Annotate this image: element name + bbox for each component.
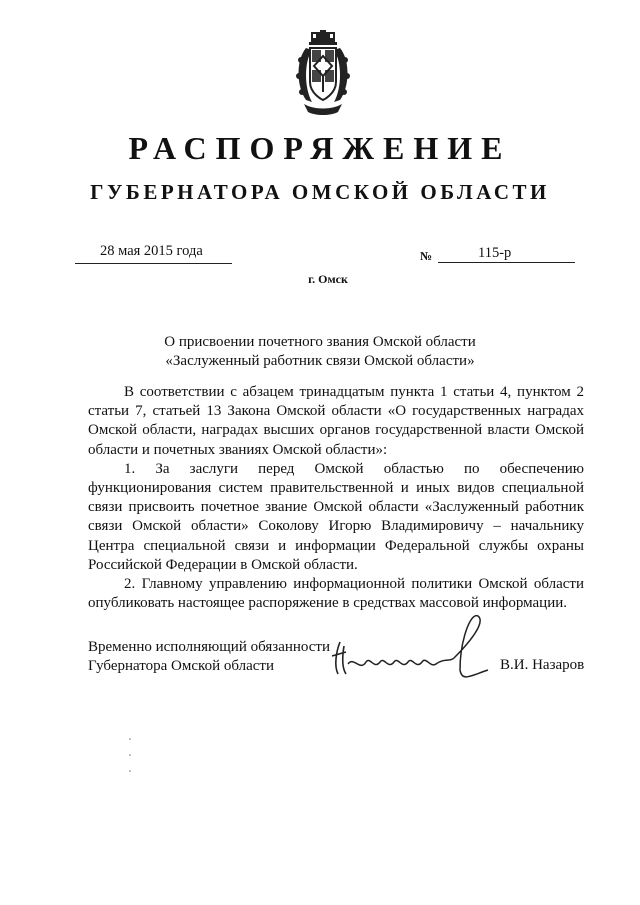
signatory-position (88, 638, 330, 676)
handwritten-signature (320, 612, 500, 692)
document-body (88, 383, 584, 613)
document-subject (0, 333, 640, 371)
document-subtitle: ГУБЕРНАТОРА ОМСКОЙ ОБЛАСТИ (90, 180, 550, 204)
subject-line-2: «Заслуженный работник связи Омской области» (165, 353, 475, 369)
body-paragraph-2: 2. Главному управлению информационной политики Омской области опубликовать настоящее распоряжение в средствах массовой информации. (88, 576, 584, 612)
signatory-name: В.И. Назаров (500, 657, 585, 673)
body-paragraph-1: 1. За заслуги перед Омской областью по обеспечению функционирования систем правительственной и иных видов специальной связи присвоить почетное звание Омской области «Заслуженный работник связи Омской области» Соколову Игорю Владимировичу – начальнику Центра специальной связи и информации Федеральной службы охраны Российской Федерации в Омской области. (88, 460, 584, 573)
signatory-position-line-2: Губернатора Омской области (88, 658, 274, 674)
document-number: 115-р (478, 245, 512, 261)
document-title: РАСПОРЯЖЕНИЕ (128, 130, 512, 166)
scan-artifact-dots (128, 735, 132, 775)
subject-line-1: О присвоении почетного звания Омской области (164, 334, 476, 350)
signatory-position-line-1: Временно исполняющий обязанности (88, 639, 331, 655)
number-underline (438, 262, 575, 263)
number-label: № (420, 249, 433, 263)
document-city: г. Омск (308, 272, 348, 286)
coat-of-arms-icon (292, 30, 354, 116)
document-date: 28 мая 2015 года (100, 243, 203, 259)
body-paragraph-preamble: В соответствии с абзацем тринадцатым пункта 1 статьи 4, пунктом 2 статьи 7, статьей 13 Закона Омской области «О государственных наградах Омской области, наградах высших органов государственной власти Омской области и почетных званиях Омской области»: (88, 384, 584, 458)
